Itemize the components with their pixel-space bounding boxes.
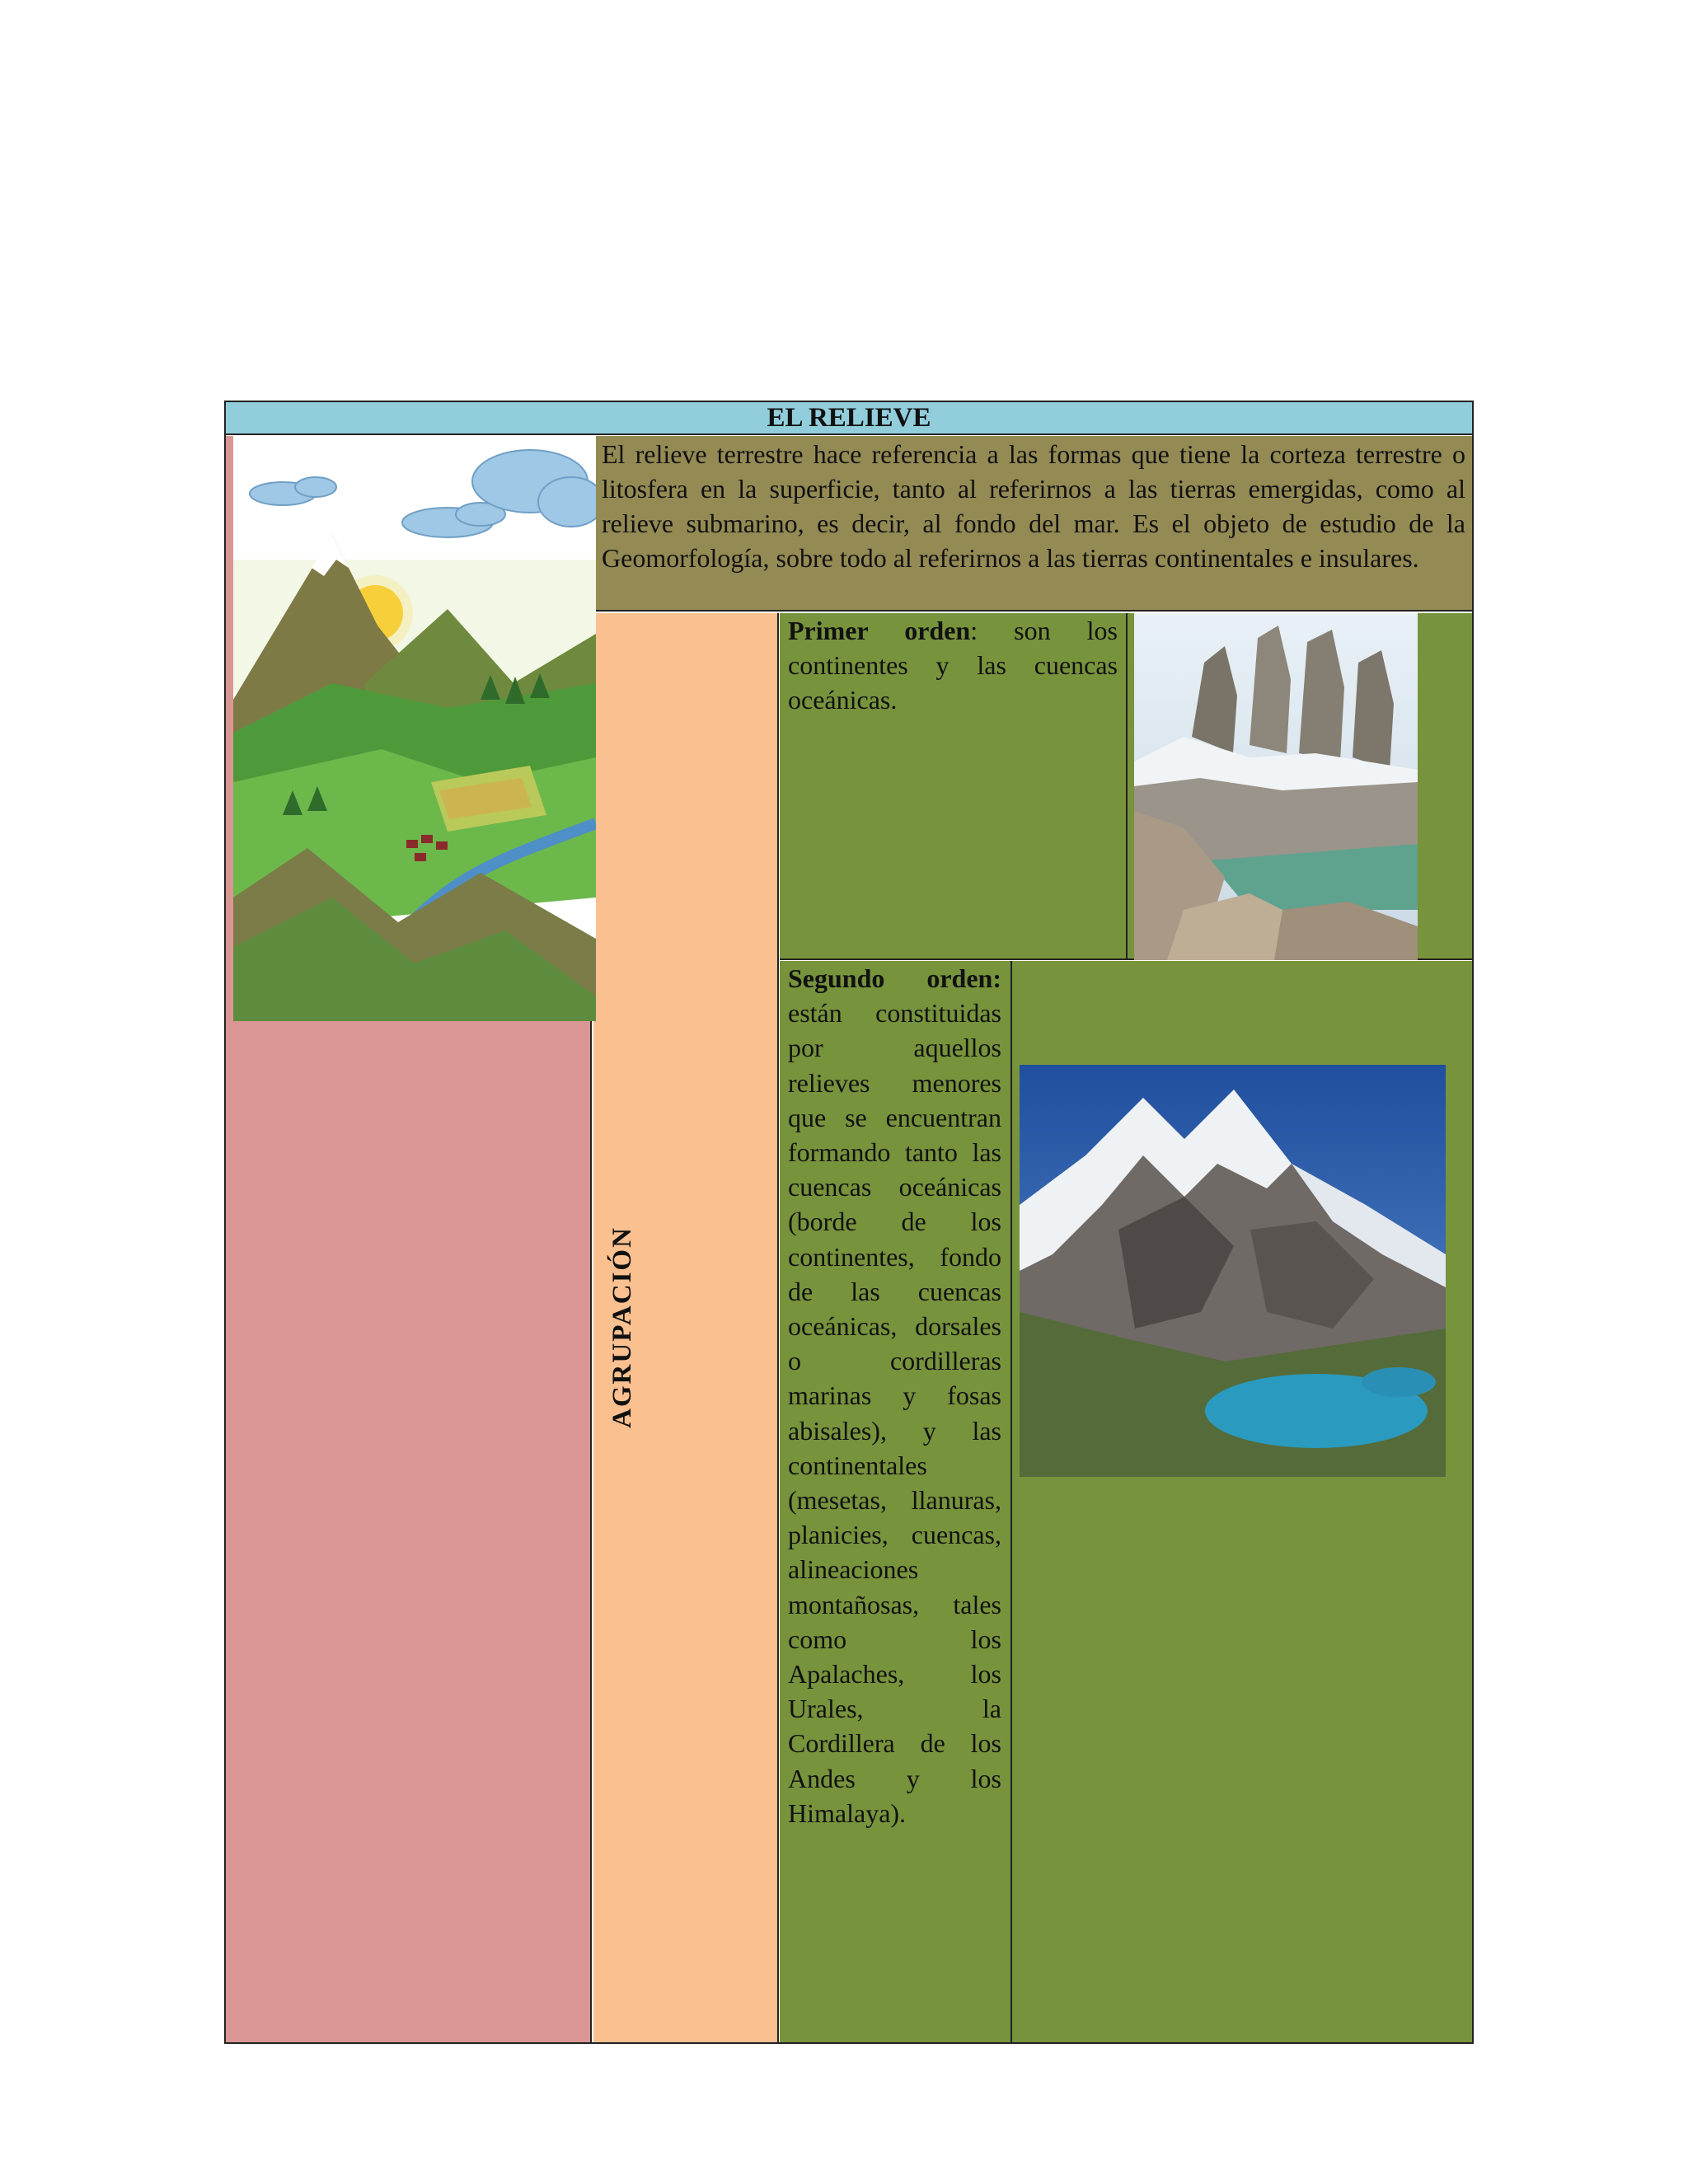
group-label [598, 1220, 647, 1434]
table-title: EL RELIEVE [767, 403, 931, 433]
primer-orden-heading: Primer orden [788, 616, 971, 645]
primer-orden-body: : son los continentes y las cuencas oceánicas. [788, 616, 1118, 715]
primer-orden-text [788, 613, 1118, 717]
landscape-illustration [233, 436, 596, 1021]
segundo-orden-text [788, 961, 1001, 1830]
intro-paragraph: El relieve terrestre hace referencia a las formas que tiene la corteza terrestre o litosfera en la superficie, tanto al referirnos a las tierras emergidas, como al relieve submarino, es decir, al fondo del mar. Es el objeto de estudio de la Geomorfología, sobre todo al referirnos a las tierras continentales e insulares. [602, 439, 1465, 573]
segundo-orden-heading: Segundo orden: [788, 963, 1001, 993]
granite-towers-photo [1134, 613, 1418, 960]
group-label-text: AGRUPACIÓN [607, 1226, 637, 1428]
snowy-peaks-lake-photo [1020, 1065, 1446, 1477]
segundo-orden-body: están constituidas por aquellos relieves menores que se encuentran formando tanto las cuencas oceánicas (borde de los continentes, fondo de las cuencas oceánicas, dorsales o cordilleras marinas y fosas abisales), y las continentales (mesetas, llanuras, planicies, cuencas, alineaciones montañosas, tales como los Apalaches, los Urales, la Cordillera de los Andes y los Himalaya). [788, 998, 1001, 1828]
